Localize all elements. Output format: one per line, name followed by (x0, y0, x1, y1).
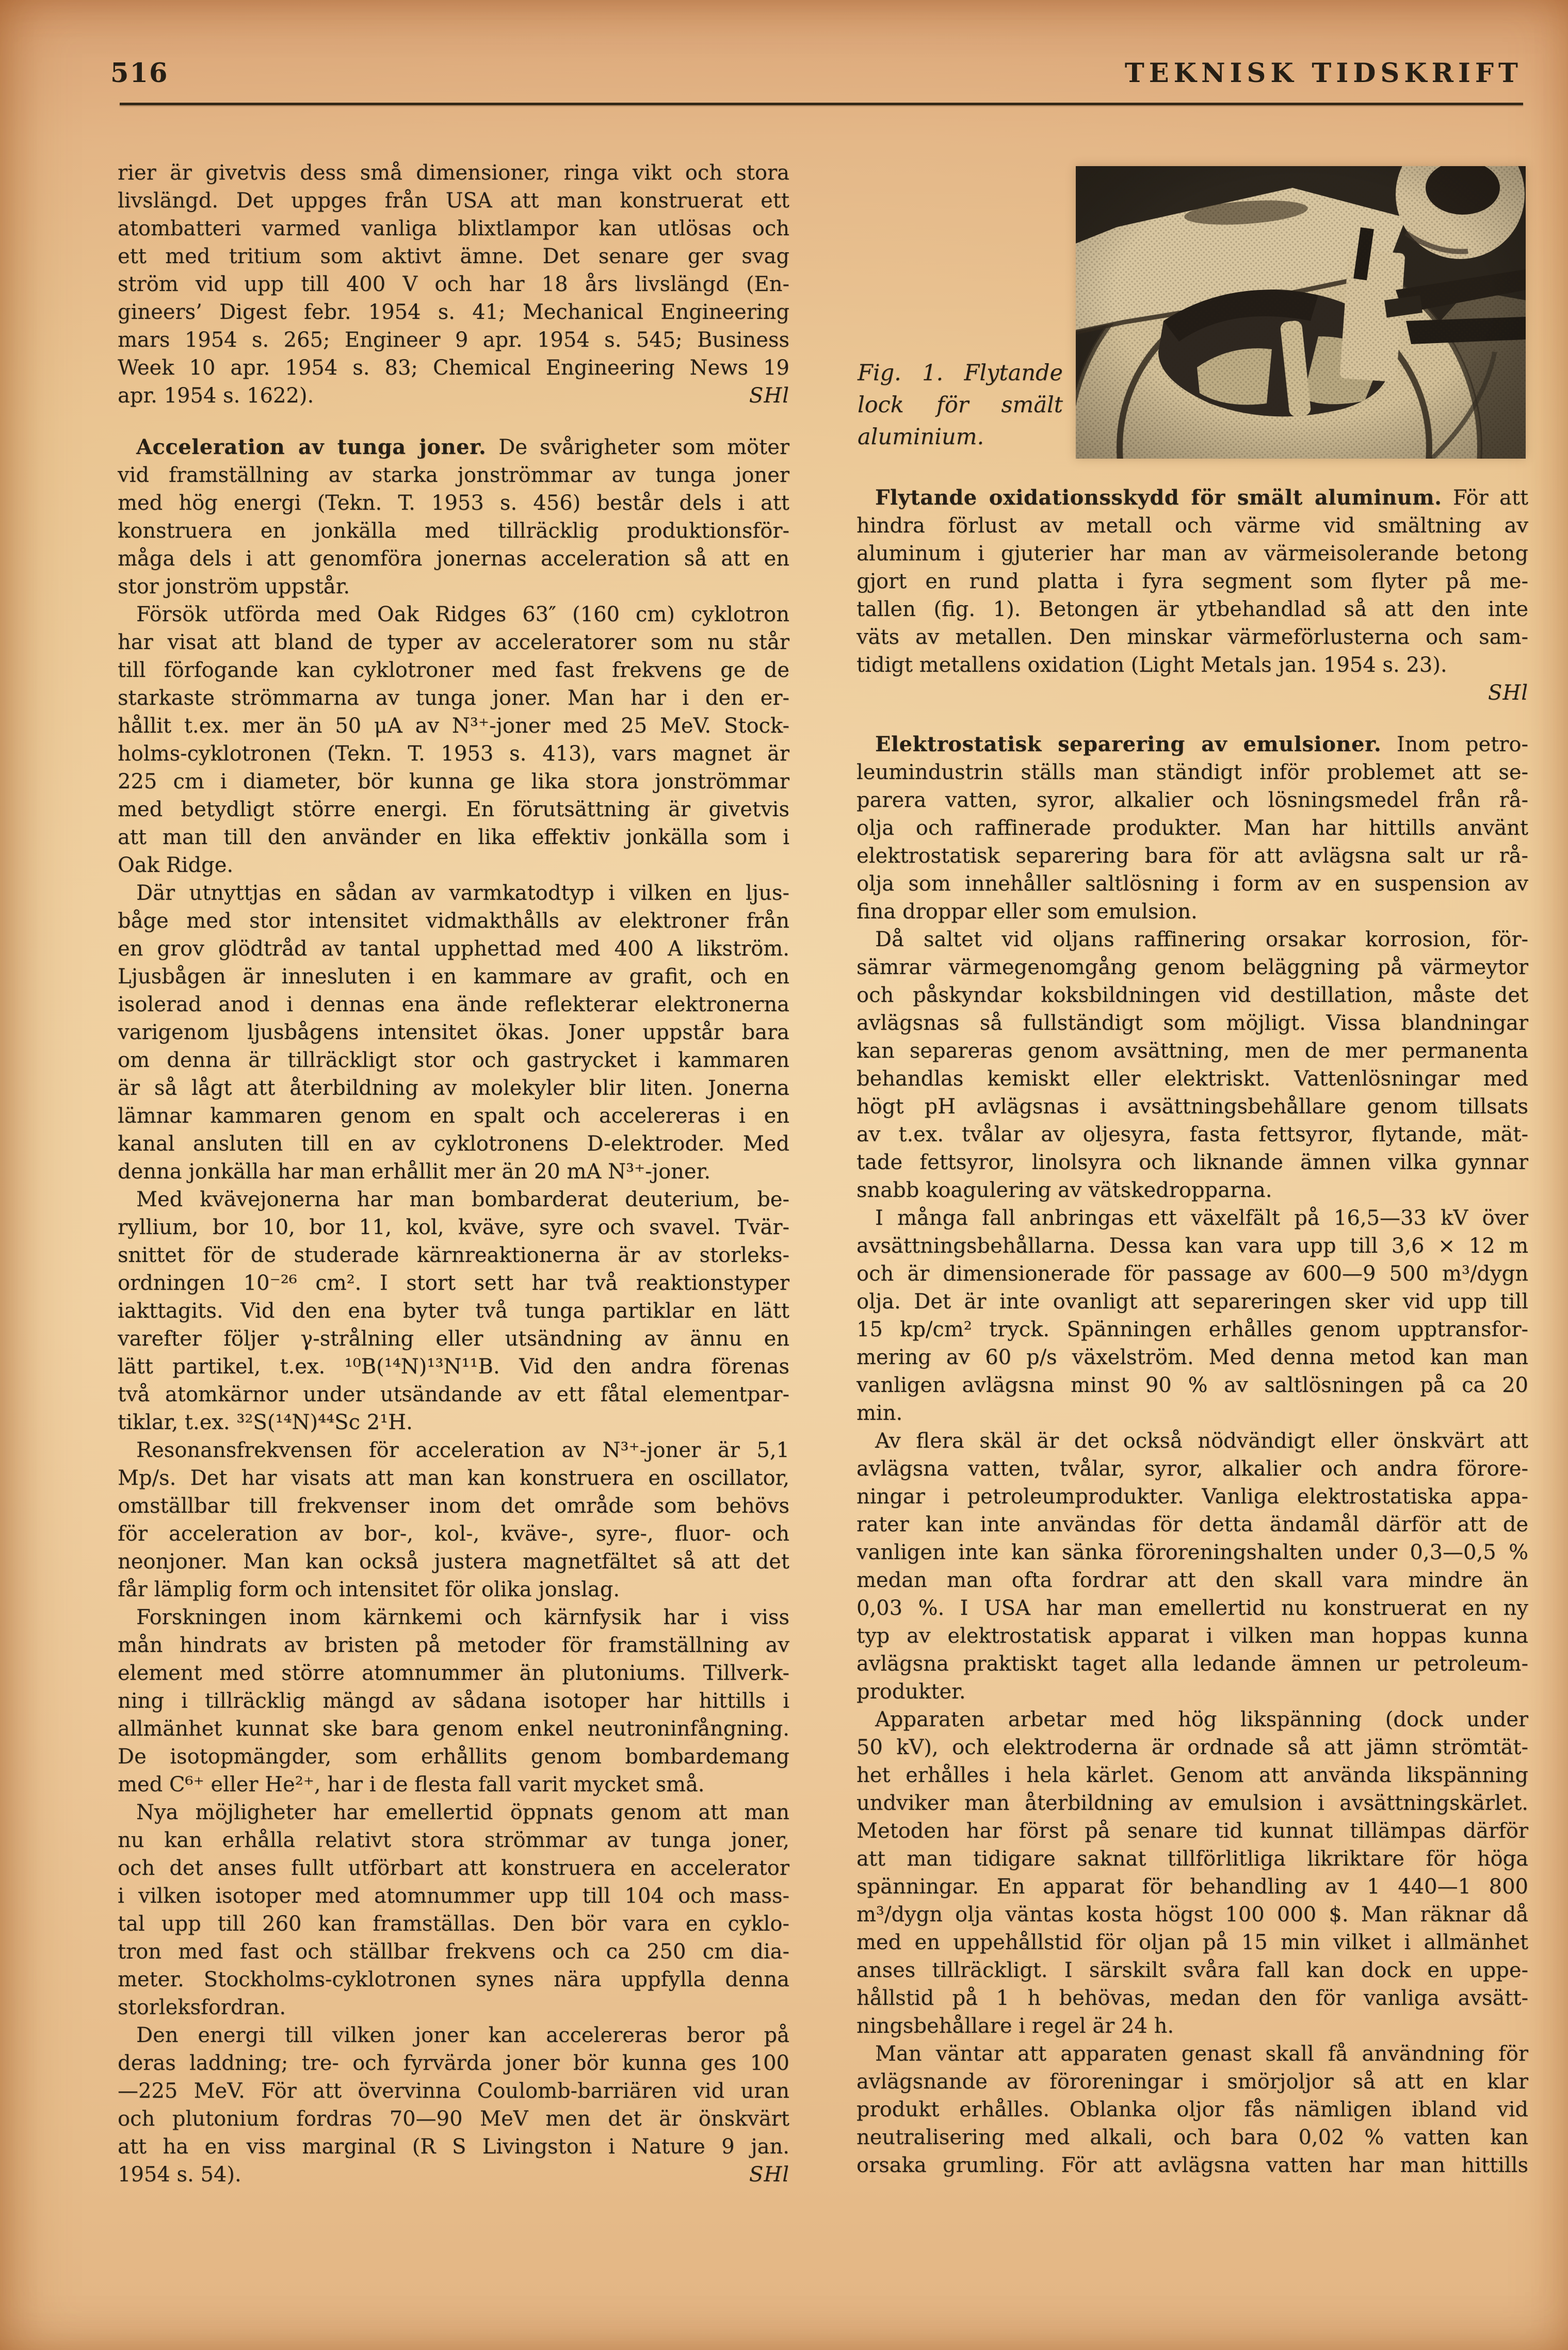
text-line: storleksfordran. (118, 1996, 286, 2019)
text-line: rater kan inte användas för detta ändamål därför att de (856, 1513, 1528, 1536)
paragraph (118, 159, 789, 410)
text-line: kan separeras genom avsättning, men de mer permanenta (856, 1039, 1528, 1063)
text-line: med C⁶⁺ eller He²⁺, har i de flesta fall varit mycket små. (118, 1773, 705, 1796)
text-line: parera vatten, syror, alkalier och lösningsmedel från rå- (856, 788, 1528, 812)
text-line: och plutonium fordras 70—90 MeV men det är önskvärt (118, 2107, 789, 2131)
text-line: neutralisering med alkali, och bara 0,02 % vatten kan (856, 2126, 1528, 2149)
text-line: vid framställning av starka jonströmmar av tunga joner (118, 463, 789, 487)
paragraph (856, 926, 1528, 1204)
section-heading: Flytande oxidationsskydd för smält aluminum. (875, 485, 1442, 510)
paragraph (856, 1427, 1528, 1706)
text-line: m³/dygn olja väntas kosta högst 100 000 $. Man räknar då (856, 1903, 1528, 1926)
text-line: Ljusbågen är innesluten i en kammare av grafit, och en (118, 965, 789, 988)
text-fragment: apr. 1954 s. 1622). (118, 384, 314, 408)
text-line: olja och raffinerade produkter. Man har hittills använt (856, 816, 1528, 840)
text-line: med en uppehållstid för oljan på 15 min vilket i allmänhet (856, 1931, 1528, 1954)
paragraph (118, 1186, 789, 1436)
text-line: lämnar kammaren genom en spalt och accelereras i en (118, 1104, 789, 1128)
text-line: 50 kV), och elektroderna är ordnade så att jämn strömtät- (856, 1736, 1528, 1759)
text-line: medan man ofta fordrar att den skall vara mindre än (856, 1568, 1528, 1592)
text-line: behandlas kemiskt eller elektriskt. Vattenlösningar med (856, 1067, 1528, 1091)
section-heading: Acceleration av tunga joner. (136, 435, 487, 459)
text-line: fina droppar eller som emulsion. (856, 900, 1198, 923)
text-line: ningar i petroleumprodukter. Vanliga elektrostatiska appa- (856, 1485, 1528, 1509)
text-line: omställbar till frekvenser inom det område som behövs (118, 1494, 789, 1518)
paragraph (856, 731, 1528, 926)
text-line: produkter. (856, 1680, 966, 1704)
text-line: tidigt metallens oxidation (Light Metals jan. 1954 s. 23). (856, 653, 1447, 677)
text-line: varigenom ljusbågens intensitet ökas. Joner uppstår bara (118, 1020, 789, 1044)
text-line: Metoden har först på senare tid kunnat tillämpas därför (856, 1819, 1528, 1843)
page-number: 516 (110, 58, 169, 89)
text-line: 15 kp/cm² tryck. Spänningen erhålles genom upptransfor- (856, 1318, 1528, 1341)
text-line: De isotopmängder, som erhållits genom bombardemang (118, 1745, 789, 1769)
figure-caption-line: lock för smält (858, 392, 1063, 418)
text-line: att man tidigare saknat tillförlitliga likriktare för höga (856, 1847, 1528, 1871)
text-line: kanal ansluten till en av cyklotronens D-elektroder. Med (118, 1132, 789, 1156)
text-line: Flytande oxidationsskydd för smält aluminum. För att (875, 485, 1528, 510)
text-line: Mp/s. Det har visats att man kan konstruera en oscillator, (118, 1466, 789, 1490)
text-line: om denna är tillräckligt stor och gastrycket i kammaren (118, 1048, 789, 1072)
text-line: har visat att bland de typer av acceleratorer som nu står (118, 630, 789, 654)
text-line: varefter följer γ-strålning eller utsändning av ännu en (118, 1327, 789, 1351)
text-line: av t.ex. tvålar av oljesyra, fasta fettsyror, flytande, mät- (856, 1123, 1528, 1146)
text-line: ning i tillräcklig mängd av sådana isotoper har hittills i (118, 1689, 789, 1713)
text-line: och påskyndar koksbildningen vid destillation, måste det (856, 983, 1528, 1007)
text-line: mering av 60 p/s växelström. Med denna metod kan man (856, 1346, 1528, 1369)
text-line: vanligen avlägsna minst 90 % av saltlösningen på ca 20 (856, 1373, 1528, 1397)
text-line: denna jonkälla har man erhållit mer än 20 mA N³⁺-joner. (118, 1160, 711, 1184)
text-fragment: 1954 s. 54). (118, 2163, 241, 2186)
text-line: undviker man återbildning av emulsion i avsättningskärlet. (856, 1791, 1528, 1815)
text-line (118, 2161, 789, 2189)
text-line: 0,03 %. I USA har man emellertid nu konstruerat en ny (856, 1596, 1528, 1620)
text-line: tade fettsyror, linolsyra och liknande ämnen vilka gynnar (856, 1150, 1528, 1174)
text-line: hållit t.ex. mer än 50 μA av N³⁺-joner med 25 MeV. Stock- (118, 714, 789, 738)
text-line: Resonansfrekvensen för acceleration av N³⁺-joner är 5,1 (136, 1438, 789, 1462)
crucible-floating-lid-photo (1076, 166, 1526, 459)
text-line: Den energi till vilken joner kan accelereras beror på (136, 2023, 789, 2047)
text-line: får lämplig form och intensitet för olika jonslag. (118, 1578, 620, 1601)
text-line: Av flera skäl är det också nödvändigt eller önskvärt att (875, 1429, 1528, 1453)
text-line: måga dels i att genomföra jonernas acceleration så att en (118, 547, 789, 571)
author-signature: SHl (1488, 681, 1528, 705)
text-line: Oak Ridge. (118, 853, 234, 877)
text-line: anses tillräckligt. I särskilt svåra fall kan dock en uppe- (856, 1958, 1528, 1982)
text-line: ningsbehållare i regel är 24 h. (856, 2014, 1174, 2038)
text-line: stor jonström uppstår. (118, 575, 350, 598)
text-line: elektrostatisk separering bara för att avlägsna salt ur rå- (856, 844, 1528, 868)
text-line: Där utnyttjas en sådan av varmkatodtyp i vilken en ljus- (136, 881, 789, 905)
text-line: lätt partikel, t.ex. ¹⁰B(¹⁴N)¹³N¹¹B. Vid den andra förenas (118, 1355, 789, 1379)
paragraph (118, 2021, 789, 2189)
text-line: livslängd. Det uppges från USA att man konstruerat ett (118, 189, 789, 213)
text-line: isolerad anod i dennas ena ände reflekterar elektronerna (118, 993, 789, 1016)
text-line: typ av elektrostatisk apparat i vilken man hoppas kunna (856, 1624, 1528, 1648)
figure-caption-line: Fig. 1. Flytande (858, 360, 1063, 386)
left-column (118, 159, 789, 2189)
section-heading: Elektrostatisk separering av emulsioner. (875, 732, 1382, 756)
text-line: till förfogande kan cyklotroner med fast frekvens ge de (118, 658, 789, 682)
text-line: atombatteri varmed vanliga blixtlampor kan utlösas och (118, 217, 789, 240)
right-column (856, 484, 1528, 2179)
text-line: neonjoner. Man kan också justera magnetfältet så att det (118, 1550, 789, 1574)
text-line: snabb koagulering av vätskedropparna. (856, 1178, 1272, 1202)
text-line: tal upp till 260 kan framställas. Den bör vara en cyklo- (118, 1912, 789, 1936)
paragraph (856, 1204, 1528, 1427)
text-line: Man väntar att apparaten genast skall få användning för (875, 2042, 1528, 2066)
text-line: ett med tritium som aktivt ämne. Det senare ger svag (118, 245, 789, 268)
text-line: båge med stor intensitet vidmakthålls av elektroner från (118, 909, 789, 933)
text-line: för acceleration av bor-, kol-, kväve-, syre-, fluor- och (118, 1522, 789, 1546)
text-line: sämrar värmegenomgång genom beläggning på värmeytor (856, 955, 1528, 979)
text-line: allmänhet kunnat ske bara genom enkel neutroninfångning. (118, 1717, 789, 1741)
text-line: produkt erhålles. Oblanka oljor fås nämligen ibland vid (856, 2098, 1528, 2121)
text-line: avlägsnande av föroreningar i smörjoljor så att en klar (856, 2070, 1528, 2094)
paragraph (856, 484, 1528, 707)
paragraph (118, 433, 789, 601)
text-line: spänningar. En apparat för behandling av 1 440—1 800 (856, 1875, 1528, 1899)
text-line: att man till den använder en lika effektiv jonkälla som i (118, 825, 789, 849)
text-line: Week 10 apr. 1954 s. 83; Chemical Engineering News 19 (118, 356, 789, 380)
text-line: tallen (fig. 1). Betongen är ytbehandlad så att den inte (856, 597, 1528, 621)
text-line: Nya möjligheter har emellertid öppnats genom att man (136, 1801, 789, 1824)
text-line: ryllium, bor 10, bor 11, kol, kväve, syre och svavel. Tvär- (118, 1215, 789, 1239)
text-line (118, 382, 789, 410)
text-line: Då saltet vid oljans raffinering orsakar korrosion, för- (875, 928, 1528, 951)
text-line: leumindustrin ställs man ständigt inför problemet att se- (856, 760, 1528, 784)
text-line: väts av metallen. Den minskar värmeförlusterna och sam- (856, 625, 1528, 649)
text-line: avlägsna praktiskt taget alla ledande ämnen ur petroleum- (856, 1652, 1528, 1676)
text-line: mars 1954 s. 265; Engineer 9 apr. 1954 s. 545; Business (118, 328, 789, 352)
text-line: gineers’ Digest febr. 1954 s. 41; Mechanical Engineering (118, 300, 789, 324)
text-line: holms-cyklotronen (Tekn. T. 1953 s. 413), vars magnet är (118, 742, 789, 766)
text-line: avsättningsbehållarna. Dessa kan vara upp till 3,6 × 12 m (856, 1234, 1528, 1258)
paragraph (856, 2040, 1528, 2179)
text-line: I många fall anbringas ett växelfält på 16,5—33 kV över (875, 1206, 1528, 1230)
text-line: och är dimensionerade för passage av 600—9 500 m³/dygn (856, 1262, 1528, 1286)
text-line: 225 cm i diameter, bör kunna ge lika stora jonströmmar (118, 770, 789, 793)
text-line: meter. Stockholms-cyklotronen synes nära uppfylla denna (118, 1968, 789, 1991)
text-line (856, 679, 1528, 707)
journal-title: TEKNISK TIDSKRIFT (1124, 58, 1523, 89)
text-line: Försök utförda med Oak Ridges 63″ (160 cm) cyklotron (136, 603, 789, 626)
text-line: tiklar, t.ex. ³²S(¹⁴N)⁴⁴Sc 2¹H. (118, 1411, 413, 1434)
text-line: het erhålles i hela kärlet. Genom att använda likspänning (856, 1763, 1528, 1787)
text-line: med hög energi (Tekn. T. 1953 s. 456) består dels i att (118, 491, 789, 515)
paragraph (118, 1436, 789, 1603)
text-line: ordningen 10⁻²⁶ cm². I stort sett har två reaktionstyper (118, 1271, 789, 1295)
text-line: vanligen inte kan sänka föroreningshalten under 0,3—0,5 % (856, 1541, 1528, 1564)
text-line: konstruera en jonkälla med tillräcklig produktionsför- (118, 519, 789, 543)
text-line: aluminum i gjuterier har man av värmeisolerande betong (856, 542, 1528, 565)
text-line: gjort en rund platta i fyra segment som flyter på me- (856, 570, 1528, 593)
text-line: hållstid på 1 h behövas, medan den för vanliga avsätt- (856, 1986, 1528, 2010)
text-line: orsaka grumling. För att avlägsna vatten har man hittills (856, 2153, 1528, 2177)
text-line: ström vid upp till 400 V och har 18 års livslängd (En- (118, 272, 789, 296)
text-line: olja som innehåller saltlösning i form av en suspension av (856, 872, 1528, 896)
text-line: nu kan erhålla relativt stora strömmar av tunga joner, (118, 1828, 789, 1852)
text-line: Acceleration av tunga joner. De svårigheter som möter (136, 435, 789, 459)
text-line: två atomkärnor under utsändande av ett fåtal elementpar- (118, 1383, 789, 1406)
text-line: —225 MeV. För att övervinna Coulomb-barriären vid uran (118, 2079, 789, 2103)
text-line: tron med fast och ställbar frekvens och ca 250 cm dia- (118, 1940, 789, 1964)
text-line: element med större atomnummer än plutoniums. Tillverk- (118, 1661, 789, 1685)
text-line: hindra förlust av metall och värme vid smältning av (856, 514, 1528, 538)
text-line: starkaste strömmarna av tunga joner. Man har i den er- (118, 686, 789, 710)
text-line: är så lågt att återbildning av molekyler blir liten. Jonerna (118, 1076, 789, 1100)
paragraph (118, 1603, 789, 1798)
text-line: högt pH avlägsnas i avsättningsbehållare genom tillsats (856, 1095, 1528, 1119)
text-line: Med kvävejonerna har man bombarderat deuterium, be- (136, 1188, 789, 1211)
text-line: Forskningen inom kärnkemi och kärnfysik har i viss (136, 1606, 789, 1629)
text-line: i vilken isotoper med atomnummer upp till 104 och mass- (118, 1884, 789, 1908)
text-line: snittet för de studerade kärnreaktionerna är av storleks- (118, 1243, 789, 1267)
text-line: Elektrostatisk separering av emulsioner. Inom petro- (875, 732, 1529, 756)
paragraph (118, 601, 789, 879)
figure-caption (858, 357, 1063, 453)
figure-caption-line: aluminium. (858, 424, 984, 450)
text-line: min. (856, 1401, 903, 1425)
author-signature: SHl (749, 2163, 789, 2186)
paragraph (118, 1798, 789, 2021)
text-line: deras laddning; tre- och fyrvärda joner bör kunna ges 100 (118, 2051, 789, 2075)
text-line: och det anses fullt utförbart att konstruera en accelerator (118, 1856, 789, 1880)
text-line: olja. Det är inte ovanligt att separeringen sker vid upp till (856, 1290, 1528, 1314)
text-line: Apparaten arbetar med hög likspänning (dock under (875, 1708, 1528, 1731)
text-line: avlägsnas så fullständigt som möjligt. Vissa blandningar (856, 1011, 1528, 1035)
paragraph (856, 1706, 1528, 2040)
paragraph (118, 879, 789, 1186)
text-line: mån hindrats av bristen på metoder för framställning av (118, 1633, 789, 1657)
header-rule (120, 103, 1523, 105)
text-line: en grov glödtråd av tantal upphettad med 400 A likström. (118, 937, 789, 961)
text-line: iakttagits. Vid den ena byter två tunga partiklar en lätt (118, 1299, 789, 1323)
text-line: avlägsna vatten, tvålar, syror, alkalier och andra förore- (856, 1457, 1528, 1481)
text-line: rier är givetvis dess små dimensioner, ringa vikt och stora (118, 161, 789, 185)
author-signature: SHl (749, 384, 789, 408)
text-line: att ha en viss marginal (R S Livingston i Nature 9 jan. (118, 2135, 789, 2159)
text-line: med betydligt större energi. En förutsättning är givetvis (118, 798, 789, 821)
